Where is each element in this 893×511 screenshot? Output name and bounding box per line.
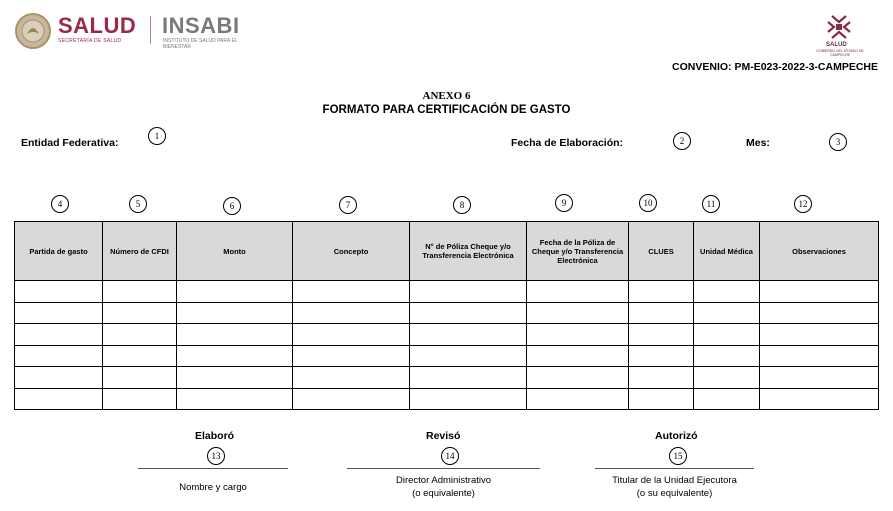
- table-cell[interactable]: [410, 302, 527, 324]
- entidad-federativa-label: Entidad Federativa:: [21, 137, 119, 149]
- campeche-logo-text: SALUD: [826, 42, 847, 48]
- table-cell[interactable]: [527, 367, 629, 389]
- table-cell[interactable]: [527, 324, 629, 346]
- table-cell[interactable]: [293, 345, 410, 367]
- column-header-cfdi: Número de CFDI: [103, 222, 177, 281]
- reviso-title: Revisó: [426, 430, 461, 442]
- autorizo-title: Autorizó: [655, 430, 698, 442]
- table-cell[interactable]: [694, 345, 760, 367]
- mes-label: Mes:: [746, 137, 770, 149]
- campeche-salud-logo: [824, 12, 854, 42]
- table-cell[interactable]: [694, 281, 760, 303]
- salud-logo-text: SALUD: [58, 13, 137, 38]
- column-header-poliza: N° de Póliza Cheque y/o Transferencia Electrónica: [410, 222, 527, 281]
- autorizo-signature-line: [595, 468, 754, 469]
- table-cell[interactable]: [177, 281, 293, 303]
- table-cell[interactable]: [527, 345, 629, 367]
- table-cell[interactable]: [103, 345, 177, 367]
- table-cell[interactable]: [760, 324, 879, 346]
- table-cell[interactable]: [629, 324, 694, 346]
- table-cell[interactable]: [760, 281, 879, 303]
- form-title: FORMATO PARA CERTIFICACIÓN DE GASTO: [322, 104, 571, 116]
- table-cell[interactable]: [15, 367, 103, 389]
- table-cell[interactable]: [629, 367, 694, 389]
- table-cell[interactable]: [293, 367, 410, 389]
- marker-3: 3: [829, 133, 847, 151]
- column-header-observaciones: Observaciones: [760, 222, 879, 281]
- table-cell[interactable]: [694, 324, 760, 346]
- table-row: [15, 388, 879, 410]
- table-cell[interactable]: [177, 367, 293, 389]
- marker-13: 13: [207, 447, 225, 465]
- campeche-logo-subtext: GOBIERNO DEL ESTADO DE CAMPECHE: [816, 49, 864, 57]
- convenio-number: CONVENIO: PM-E023-2022-3-CAMPECHE: [672, 61, 878, 73]
- table-cell[interactable]: [527, 388, 629, 410]
- certification-table: [14, 221, 879, 410]
- table-cell[interactable]: [103, 367, 177, 389]
- table-cell[interactable]: [177, 345, 293, 367]
- table-cell[interactable]: [103, 324, 177, 346]
- table-cell[interactable]: [293, 388, 410, 410]
- marker-4: 4: [51, 195, 69, 213]
- elaboro-label: Nombre y cargo: [179, 482, 247, 493]
- reviso-label-line2: (o equivalente): [412, 488, 475, 499]
- table-row: [15, 302, 879, 324]
- table-cell[interactable]: [177, 324, 293, 346]
- table-cell[interactable]: [694, 302, 760, 324]
- marker-12: 12: [794, 195, 812, 213]
- salud-seal-logo: [14, 12, 52, 50]
- marker-9: 9: [555, 194, 573, 212]
- table-cell[interactable]: [629, 281, 694, 303]
- table-cell[interactable]: [760, 302, 879, 324]
- column-header-partida: Partida de gasto: [15, 222, 103, 281]
- anexo-title: ANEXO 6: [422, 90, 471, 102]
- table-cell[interactable]: [15, 281, 103, 303]
- marker-14: 14: [441, 447, 459, 465]
- salud-logo-subtext: SECRETARÍA DE SALUD: [58, 38, 122, 44]
- column-header-monto: Monto: [177, 222, 293, 281]
- reviso-label-line1: Director Administrativo: [395, 475, 492, 486]
- column-header-concepto: Concepto: [293, 222, 410, 281]
- table-cell[interactable]: [15, 345, 103, 367]
- table-cell[interactable]: [293, 324, 410, 346]
- column-header-clues: CLUES: [629, 222, 694, 281]
- table-row: [15, 367, 879, 389]
- table-cell[interactable]: [293, 302, 410, 324]
- table-cell[interactable]: [15, 324, 103, 346]
- table-cell[interactable]: [293, 281, 410, 303]
- table-cell[interactable]: [527, 302, 629, 324]
- table-cell[interactable]: [760, 367, 879, 389]
- table-row: [15, 345, 879, 367]
- table-cell[interactable]: [410, 388, 527, 410]
- table-cell[interactable]: [410, 367, 527, 389]
- table-cell[interactable]: [629, 345, 694, 367]
- column-header-unidad-medica: Unidad Médica: [694, 222, 760, 281]
- logo-divider: [150, 16, 151, 44]
- table-cell[interactable]: [15, 388, 103, 410]
- marker-8: 8: [453, 196, 471, 214]
- marker-7: 7: [339, 196, 357, 214]
- table-cell[interactable]: [410, 281, 527, 303]
- table-cell[interactable]: [15, 302, 103, 324]
- table-cell[interactable]: [177, 388, 293, 410]
- table-cell[interactable]: [760, 345, 879, 367]
- table-row: [15, 281, 879, 303]
- table-cell[interactable]: [410, 324, 527, 346]
- marker-6: 6: [223, 197, 241, 215]
- insabi-logo-text: INSABI: [162, 13, 240, 38]
- marker-2: 2: [673, 132, 691, 150]
- marker-10: 10: [639, 194, 657, 212]
- table-cell[interactable]: [760, 388, 879, 410]
- elaboro-signature-line: [138, 468, 288, 469]
- reviso-signature-line: [347, 468, 540, 469]
- table-cell[interactable]: [694, 367, 760, 389]
- table-cell[interactable]: [103, 388, 177, 410]
- table-cell[interactable]: [103, 302, 177, 324]
- table-cell[interactable]: [629, 302, 694, 324]
- insabi-logo-subtext: INSTITUTO DE SALUD PARA EL BIENESTAR: [163, 38, 238, 50]
- elaboro-title: Elaboró: [195, 430, 235, 442]
- marker-11: 11: [702, 195, 720, 213]
- marker-1: 1: [148, 127, 166, 145]
- table-cell[interactable]: [527, 281, 629, 303]
- table-cell[interactable]: [629, 388, 694, 410]
- table-cell[interactable]: [103, 281, 177, 303]
- marker-5: 5: [129, 195, 147, 213]
- table-cell[interactable]: [177, 302, 293, 324]
- table-cell[interactable]: [694, 388, 760, 410]
- column-header-fecha-poliza: Fecha de la Póliza de Cheque y/o Transferencia Electrónica: [527, 222, 629, 281]
- autorizo-label-line2: (o su equivalente): [636, 488, 713, 499]
- autorizo-label-line1: Titular de la Unidad Ejecutora: [612, 475, 737, 486]
- table-cell[interactable]: [410, 345, 527, 367]
- fecha-elaboracion-label: Fecha de Elaboración:: [511, 137, 624, 149]
- table-row: [15, 324, 879, 346]
- marker-15: 15: [669, 447, 687, 465]
